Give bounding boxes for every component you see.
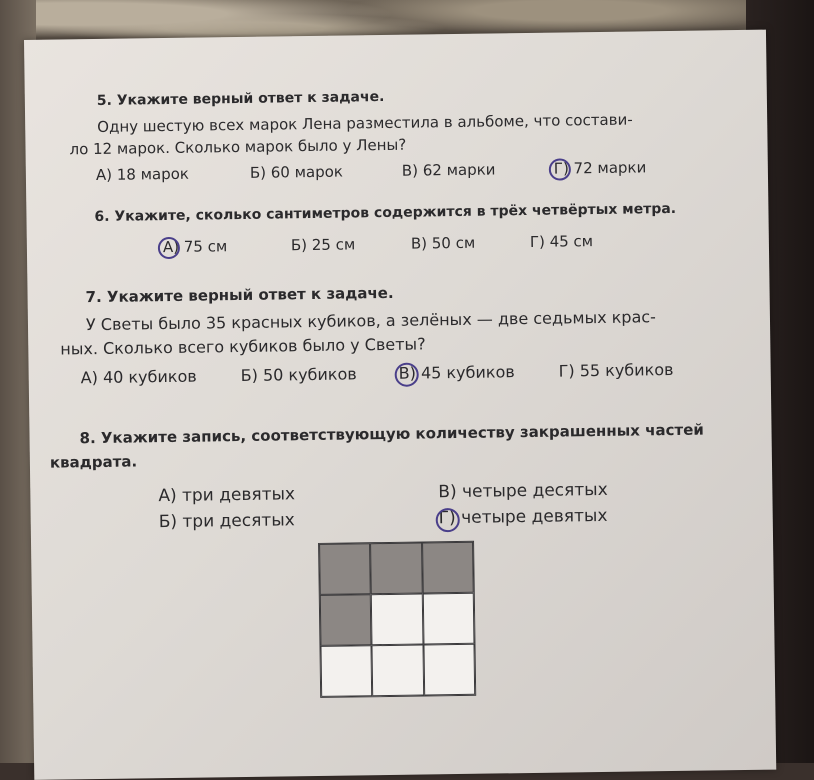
q8-answer-circle-mark [436, 508, 460, 532]
q6-option-a: А) 75 см [162, 237, 228, 257]
grid-cell-1-0 [320, 594, 372, 646]
q5-option-a: А) 18 марок [95, 164, 190, 185]
q6-option-g: Г) 45 см [529, 232, 594, 251]
q5-text-line2: ло 12 марок. Сколько марок было у Лены? [69, 135, 407, 159]
grid-cell-0-1 [370, 542, 422, 594]
grid-cell-1-1 [371, 593, 423, 645]
grid-cell-1-2 [422, 593, 474, 645]
q5-title: 5. Укажите верный ответ к задаче. [96, 88, 385, 109]
q8-option-a: А) три девятых [158, 484, 296, 507]
grid-cell-2-1 [372, 644, 424, 696]
grid-cell-2-0 [320, 645, 372, 697]
q5-option-v: В) 62 марки [401, 160, 496, 180]
q6-option-v: В) 50 см [410, 233, 476, 253]
q8-option-b: Б) три десятых [158, 510, 295, 533]
grid-cell-0-0 [319, 543, 371, 595]
q8-title-line2: квадрата. [49, 452, 138, 472]
q7-title: 7. Укажите верный ответ к задаче. [85, 283, 394, 307]
q5-option-b: Б) 60 марок [249, 162, 344, 182]
q6-option-b: Б) 25 см [290, 235, 356, 255]
q7-option-g: Г) 55 кубиков [558, 359, 674, 381]
q8-option-g: Г) четыре девятых [438, 505, 608, 529]
q5-option-g: Г) 72 марки [553, 158, 647, 178]
worksheet-page [24, 30, 776, 780]
grid-cell-2-2 [423, 644, 475, 696]
shaded-square-grid [318, 541, 476, 698]
q6-title: 6. Укажите, сколько сантиметров содержится в трёх четвёртых метра. [94, 200, 677, 226]
q7-answer-circle-mark [395, 363, 419, 387]
q8-option-v: В) четыре десятых [438, 479, 608, 503]
q7-text-line2: ных. Сколько всего кубиков было у Светы? [60, 334, 426, 359]
q7-option-v: В) 45 кубиков [398, 362, 515, 383]
q5-text-line1: Одну шестую всех марок Лена разместила в альбоме, что состави- [97, 110, 633, 136]
q7-text-line1: У Светы было 35 красных кубиков, а зелёных — две седьмых крас- [85, 307, 657, 335]
q7-option-a: А) 40 кубиков [80, 366, 197, 388]
grid-cell-0-2 [422, 542, 474, 594]
q8-title-line1: 8. Укажите запись, соответствующую количеству закрашенных частей [79, 420, 704, 448]
q7-option-b: Б) 50 кубиков [240, 364, 357, 386]
